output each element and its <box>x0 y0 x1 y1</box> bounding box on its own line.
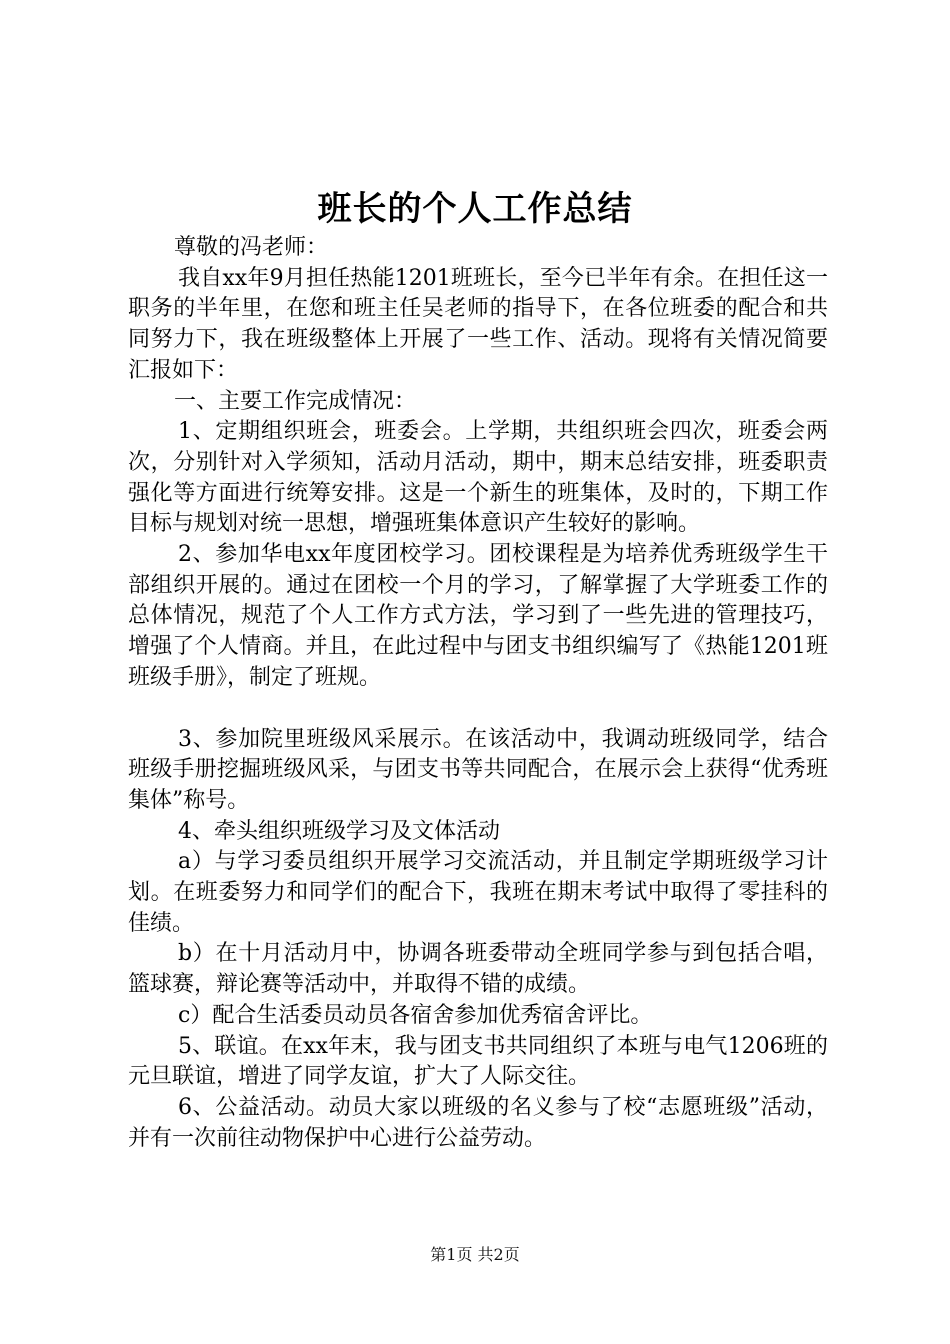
item-4a-paragraph: a）与学习委员组织开展学习交流活动，并且制定学期班级学习计划。在班委努力和同学们的配合下，我班在期末考试中取得了零挂科的佳绩。 <box>128 849 828 936</box>
item-4c-paragraph: c）配合生活委员动员各宿舍参加优秀宿舍评比。 <box>178 1002 653 1028</box>
page-number-footer: 第1页 共2页 <box>430 1245 520 1264</box>
item-6-paragraph: 6、公益活动。动员大家以班级的名义参与了校“志愿班级”活动，并有一次前往动物保护中心进行公益劳动。 <box>128 1094 828 1151</box>
item-4b-paragraph: b）在十月活动月中，协调各班委带动全班同学参与到包括合唱，篮球赛，辩论赛等活动中，并取得不错的成绩。 <box>128 941 828 998</box>
document-body <box>128 233 828 1154</box>
document-title: 班长的个人工作总结 <box>317 189 633 229</box>
item-1-paragraph: 1、定期组织班会，班委会。上学期，共组织班会四次，班委会两次，分别针对入学须知，活动月活动，期中，期末总结安排，班委职责强化等方面进行统筹安排。这是一个新生的班集体，及时的，下期工作目标与规划对统一思想，增强班集体意识产生较好的影响。 <box>128 419 828 537</box>
item-4-heading: 4、牵头组织班级学习及文体活动 <box>178 818 500 844</box>
section-heading: 一、主要工作完成情况： <box>174 388 417 414</box>
item-5-paragraph: 5、联谊。在xx年末，我与团支书共同组织了本班与电气1206班的元旦联谊，增进了同学友谊，扩大了人际交往。 <box>128 1033 828 1090</box>
salutation: 尊敬的冯老师： <box>174 235 329 260</box>
paragraph-spacer <box>128 694 828 725</box>
item-3-paragraph: 3、参加院里班级风采展示。在该活动中，我调动班级同学，结合班级手册挖掘班级风采，与团支书等共同配合，在展示会上获得“优秀班集体”称号。 <box>128 726 828 813</box>
item-2-paragraph: 2、参加华电xx年度团校学习。团校课程是为培养优秀班级学生干部组织开展的。通过在团校一个月的学习，了解掌握了大学班委工作的总体情况，规范了个人工作方式方法，学习到了一些先进的管理技巧，增强了个人情商。并且，在此过程中与团支书组织编写了《热能1201班班级手册》，制定了班规。 <box>128 542 828 690</box>
intro-paragraph: 我自xx年9月担任热能1201班班长，至今已半年有余。在担任这一职务的半年里，在您和班主任吴老师的指导下，在各位班委的配合和共同努力下，我在班级整体上开展了一些工作、活动。现将有关情况简要汇报如下： <box>128 265 828 383</box>
